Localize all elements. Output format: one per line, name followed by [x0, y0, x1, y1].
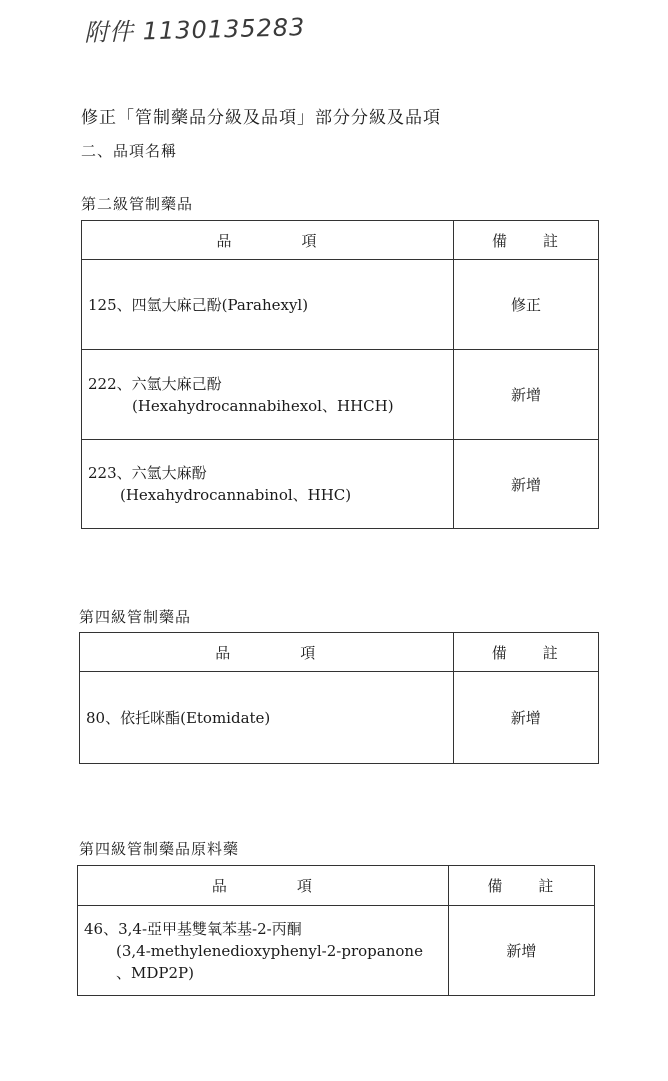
- item-name: 80、依托咪酯(Etomidate): [86, 708, 271, 727]
- table-row: [80, 672, 599, 764]
- document-title: 修正「管制藥品分級及品項」部分分級及品項: [81, 108, 441, 128]
- document-subtitle: 二、品項名稱: [81, 142, 178, 160]
- item-name-english-cont: 、MDP2P): [116, 963, 194, 982]
- schedule-2-table: [81, 220, 599, 529]
- schedule-4-raw-table: [77, 865, 595, 996]
- section-title-schedule-4: 第四級管制藥品: [79, 608, 192, 626]
- item-cell: [82, 440, 454, 529]
- column-header-note: 備 註: [448, 866, 594, 906]
- note-cell: 新增: [448, 906, 594, 996]
- item-name: 222、六氫大麻己酚: [88, 374, 222, 393]
- item-name-english: (Hexahydrocannabinol、HHC): [120, 486, 352, 504]
- note-cell: 新增: [453, 440, 598, 529]
- item-name: 223、六氫大麻酚: [88, 464, 207, 482]
- table-row: [78, 906, 595, 996]
- section-title-schedule-4-raw: 第四級管制藥品原料藥: [79, 840, 240, 858]
- note-cell: 新增: [453, 350, 598, 440]
- item-cell: [82, 260, 454, 350]
- item-cell: [80, 672, 454, 764]
- column-header-note: 備 註: [453, 633, 599, 672]
- column-header-item: 品 項: [78, 866, 449, 906]
- note-cell: 新增: [453, 672, 599, 764]
- table-row: [82, 350, 599, 440]
- schedule-4-table: [79, 632, 599, 764]
- column-header-item: 品 項: [80, 633, 454, 672]
- table-row: [82, 260, 599, 350]
- table-header-row: [82, 221, 599, 260]
- column-header-item: 品 項: [82, 221, 454, 260]
- handwritten-annotation: 附件 1130135283: [83, 13, 306, 47]
- note-cell: 修正: [453, 260, 598, 350]
- item-name-english: (Hexahydrocannabihexol、HHCH): [132, 396, 394, 415]
- column-header-note: 備 註: [453, 221, 598, 260]
- table-header-row: [80, 633, 599, 672]
- item-cell: [82, 350, 454, 440]
- item-name: 125、四氫大麻己酚(Parahexyl): [88, 295, 309, 314]
- item-name-english: (3,4-methylenedioxyphenyl-2-propanone: [116, 941, 423, 960]
- table-row: [82, 440, 599, 529]
- item-cell: [78, 906, 449, 996]
- item-name: 46、3,4-亞甲基雙氧苯基-2-丙酮: [84, 919, 302, 938]
- table-header-row: [78, 866, 595, 906]
- section-title-schedule-2: 第二級管制藥品: [81, 195, 194, 213]
